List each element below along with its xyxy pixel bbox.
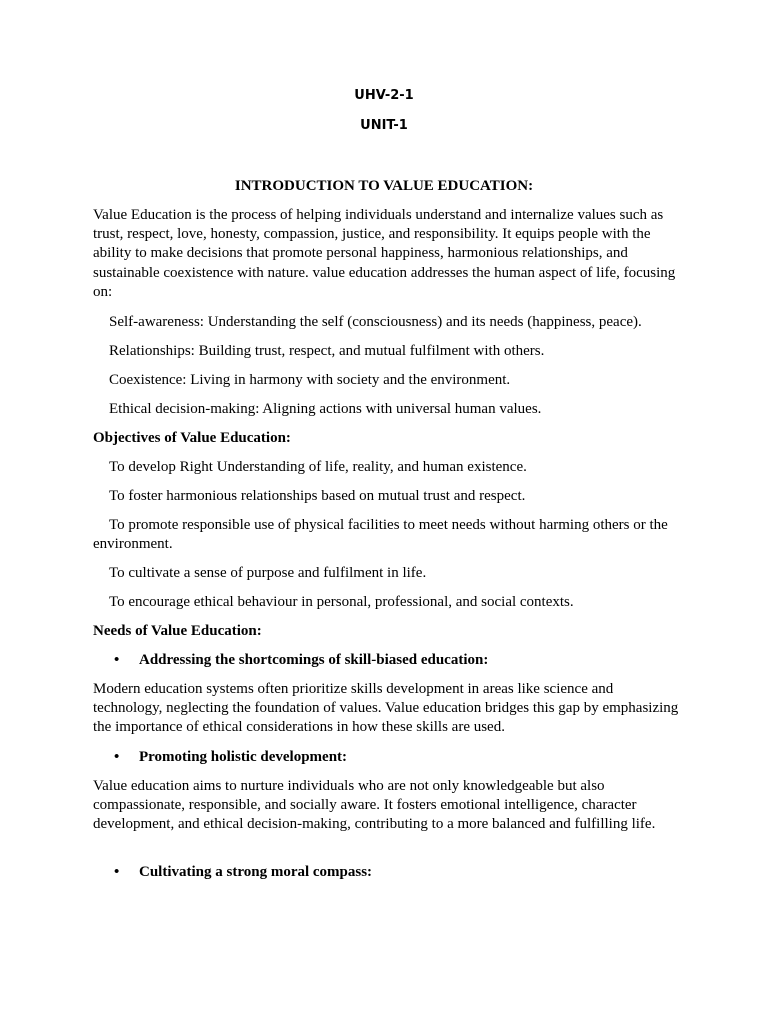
objective-item: To develop Right Understanding of life, reality, and human existence. bbox=[109, 459, 527, 475]
needs-heading: Needs of Value Education: bbox=[93, 623, 262, 639]
document-code: UHV-2-1 bbox=[354, 88, 414, 103]
intro-paragraph: Value Education is the process of helping individuals understand and internalize values such as trust, respect, love, honesty, compassion, justice, and responsibility. It equips people with the ability to make decisions that promote personal happiness, harmonious relationships, and sustainable coexistence with nature. value education addresses the human aspect of life, focusing on: bbox=[93, 207, 676, 300]
objective-item: To cultivate a sense of purpose and fulfilment in life. bbox=[109, 565, 427, 581]
needs-bullet bbox=[93, 651, 683, 671]
bullet-icon: • bbox=[114, 749, 120, 765]
needs-bullet-title: Cultivating a strong moral compass: bbox=[139, 864, 373, 880]
focus-item: Relationships: Building trust, respect, and mutual fulfilment with others. bbox=[109, 343, 545, 359]
needs-paragraph: Modern education systems often prioritize skills development in areas like science and technology, neglecting the foundation of values. Value education bridges this gap by emphasizing the importance of ethical considerations in how these skills are used. bbox=[93, 681, 679, 736]
objectives-heading: Objectives of Value Education: bbox=[93, 430, 291, 446]
needs-bullet-title: Promoting holistic development: bbox=[139, 749, 348, 765]
unit-title: UNIT-1 bbox=[360, 118, 408, 133]
focus-item: Coexistence: Living in harmony with society and the environment. bbox=[109, 372, 511, 388]
needs-bullet bbox=[93, 863, 683, 883]
objective-item: To promote responsible use of physical facilities to meet needs without harming others or the environment. bbox=[93, 517, 668, 553]
objective-item: To encourage ethical behaviour in personal, professional, and social contexts. bbox=[109, 594, 574, 610]
bullet-icon: • bbox=[114, 864, 120, 880]
section-title-intro: INTRODUCTION TO VALUE EDUCATION: bbox=[234, 178, 534, 194]
objective-item: To foster harmonious relationships based on mutual trust and respect. bbox=[109, 488, 526, 504]
needs-bullet-title: Addressing the shortcomings of skill-biased education: bbox=[139, 652, 489, 668]
focus-item: Self-awareness: Understanding the self (consciousness) and its needs (happiness, peace). bbox=[109, 314, 642, 330]
focus-item: Ethical decision-making: Aligning actions with universal human values. bbox=[109, 401, 542, 417]
needs-bullet bbox=[93, 748, 683, 768]
bullet-icon: • bbox=[114, 652, 120, 668]
needs-paragraph: Value education aims to nurture individuals who are not only knowledgeable but also compassionate, responsible, and socially aware. It fosters emotional intelligence, character development, and ethical decision-making, contributing to a more balanced and fulfilling life. bbox=[93, 778, 656, 833]
